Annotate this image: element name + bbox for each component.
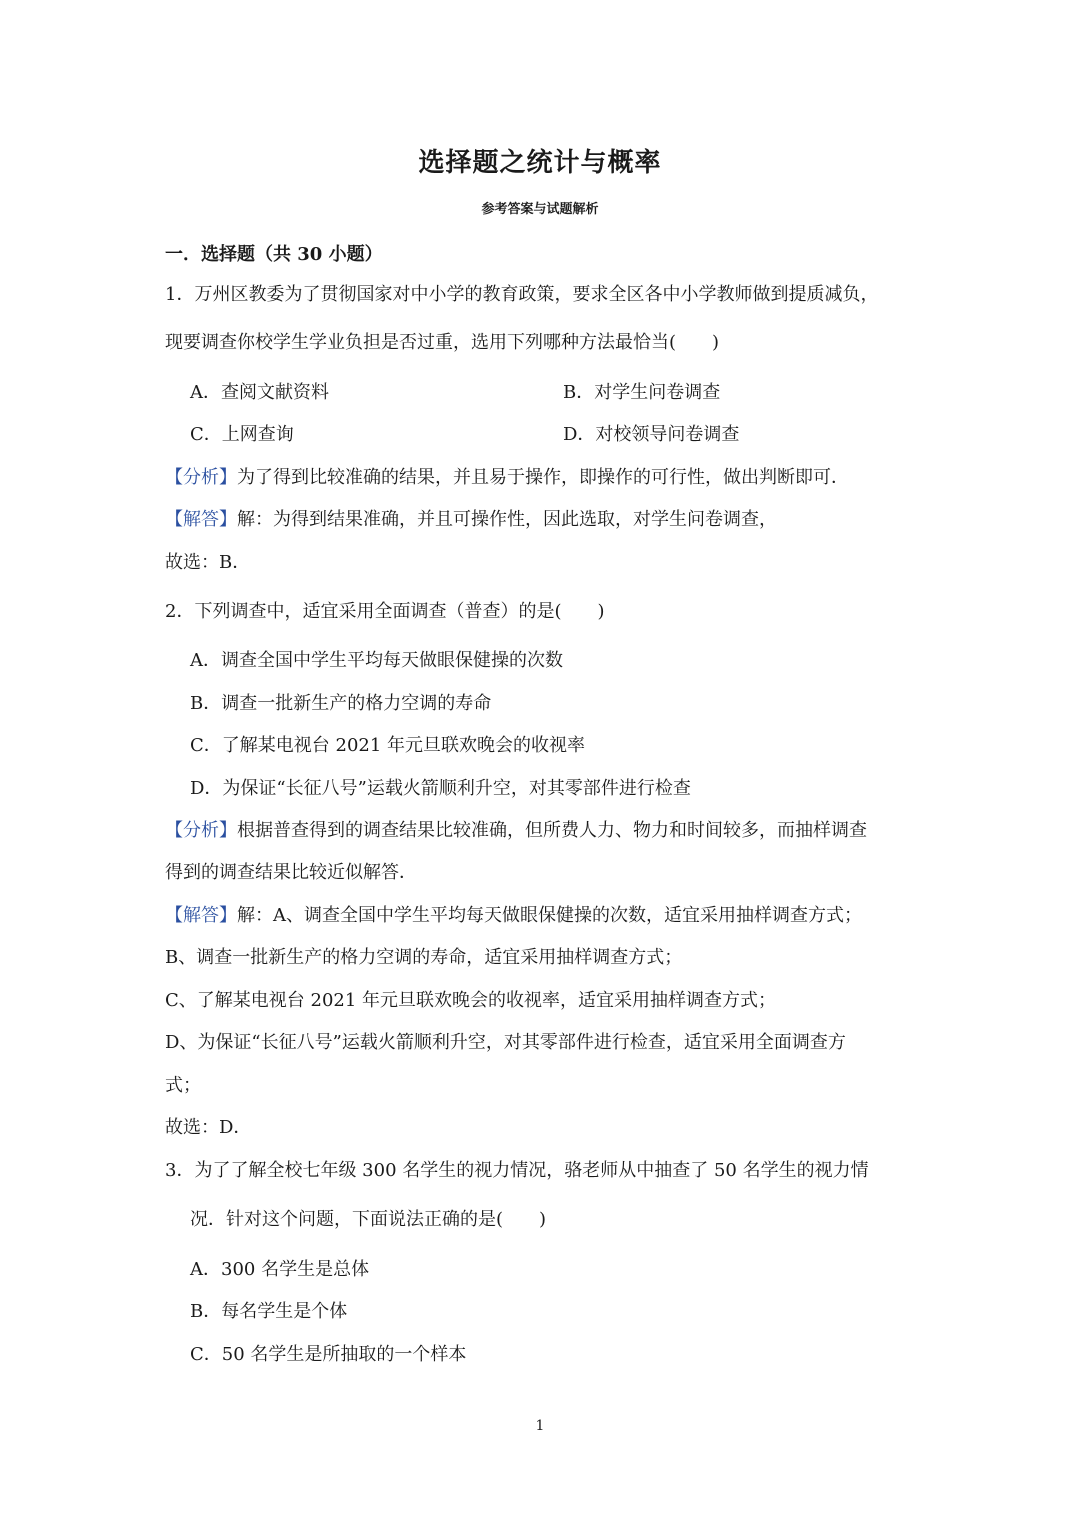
analysis-tag: 【分析】 [165, 467, 237, 488]
q2-solution-line-5: 式； [165, 1075, 201, 1096]
q2-solution-line-2: B、调查一批新生产的格力空调的寿命，适宜采用抽样调查方式； [165, 947, 683, 968]
q1-option-b: B．对学生问卷调查 [563, 382, 721, 403]
q1-solution-text: 解：为得到结果准确，并且可操作性，因此选取，对学生问卷调查， [237, 509, 777, 530]
solution-tag: 【解答】 [165, 905, 237, 926]
q2-option-c: C．了解某电视台 2021 年元旦联欢晚会的收视率 [190, 735, 586, 756]
q3-stem-line-1: 3．为了了解全校七年级 300 名学生的视力情况，骆老师从中抽查了 50 名学生的视力情 [165, 1160, 869, 1181]
page-number: 1 [535, 1418, 545, 1434]
q3-stem-line-2: 况．针对这个问题，下面说法正确的是( ) [190, 1209, 547, 1230]
q1-analysis [165, 466, 849, 490]
q2-analysis-text-1: 根据普查得到的调查结果比较准确，但所费人力、物力和时间较多，而抽样调查 [237, 820, 867, 841]
q1-analysis-text: 为了得到比较准确的结果，并且易于操作，即操作的可行性，做出判断即可． [237, 467, 849, 488]
q2-analysis [165, 819, 867, 843]
q2-option-d: D．为保证“长征八号”运载火箭顺利升空，对其零部件进行检查 [190, 778, 691, 799]
q1-answer: 故选：B． [165, 552, 251, 573]
q1-option-d: D．对校领导问卷调查 [563, 424, 740, 445]
q1-option-c: C．上网查询 [190, 424, 294, 445]
q1-stem-line-1: 1．万州区教委为了贯彻国家对中小学的教育政策，要求全区各中小学教师做到提质减负， [165, 284, 879, 305]
q2-answer: 故选：D． [165, 1117, 252, 1138]
q2-stem: 2．下列调查中，适宜采用全面调查（普查）的是( ) [165, 601, 605, 622]
q1-option-a: A．查阅文献资料 [190, 382, 329, 403]
q1-stem-line-2: 现要调查你校学生学业负担是否过重，选用下列哪种方法最恰当( ) [165, 332, 720, 353]
q3-option-b: B．每名学生是个体 [190, 1301, 348, 1322]
page-subtitle: 参考答案与试题解析 [481, 202, 599, 217]
q2-analysis-text-2: 得到的调查结果比较近似解答． [165, 862, 417, 883]
q3-option-c: C．50 名学生是所抽取的一个样本 [190, 1344, 467, 1365]
q2-solution-line-1: 解：A、调查全国中学生平均每天做眼保健操的次数，适宜采用抽样调查方式； [237, 905, 862, 926]
q2-solution [165, 904, 862, 928]
q1-solution [165, 508, 777, 532]
q2-solution-line-3: C、了解某电视台 2021 年元旦联欢晚会的收视率，适宜采用抽样调查方式； [165, 990, 777, 1011]
page-title: 选择题之统计与概率 [418, 148, 662, 178]
q2-solution-line-4: D、为保证“长征八号”运载火箭顺利升空，对其零部件进行检查，适宜采用全面调查方 [165, 1032, 846, 1053]
q2-option-a: A．调查全国中学生平均每天做眼保健操的次数 [190, 650, 563, 671]
q3-option-a: A．300 名学生是总体 [190, 1259, 370, 1280]
section-heading: 一．选择题（共 30 小题） [165, 244, 383, 265]
solution-tag: 【解答】 [165, 509, 237, 530]
q2-option-b: B．调查一批新生产的格力空调的寿命 [190, 693, 492, 714]
analysis-tag: 【分析】 [165, 820, 237, 841]
